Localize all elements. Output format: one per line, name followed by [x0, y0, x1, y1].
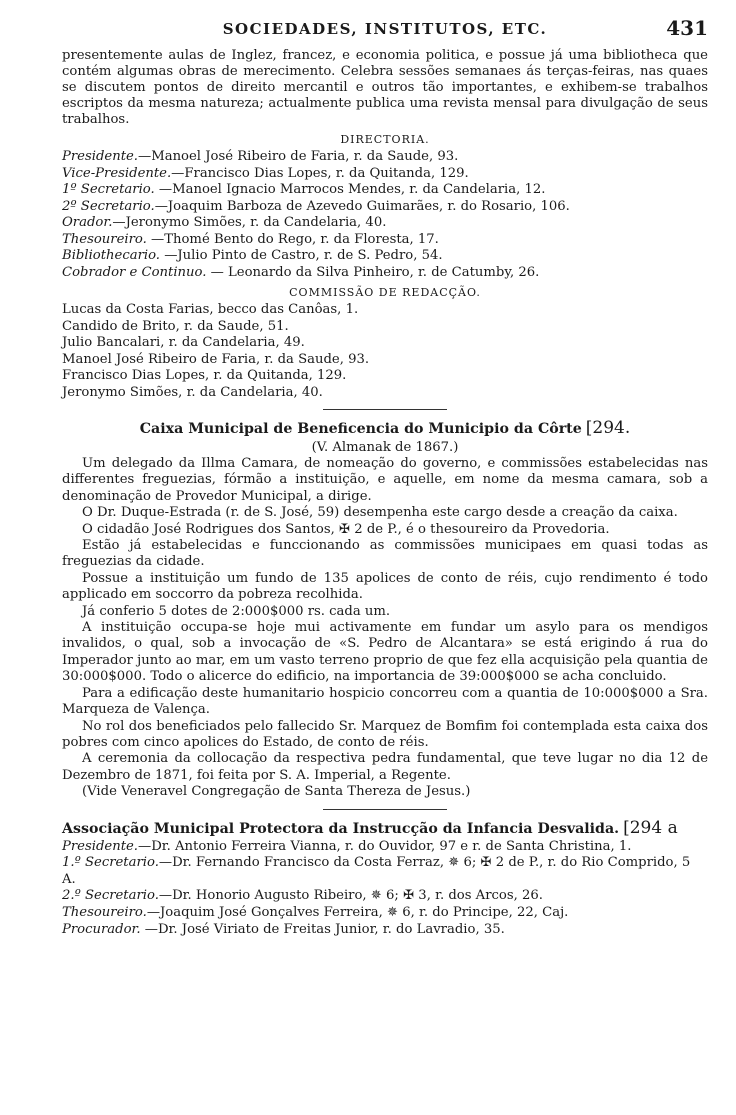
- role-label: 1º Secretario.: [62, 182, 155, 197]
- member-text: —Francisco Dias Lopes, r. da Quitanda, 129.: [171, 165, 469, 181]
- list-item: [62, 265, 708, 282]
- member-text: —Joaquim Barboza de Azevedo Guimarães, r. do Rosario, 106.: [154, 198, 570, 214]
- paragraph: No rol dos beneficiados pelo fallecido Sr. Marquez de Bomfim foi contemplada esta caixa dos pobres com cinco apolices do Estado, de conto de réis.: [62, 718, 708, 750]
- paragraph: O Dr. Duque-Estrada (r. de S. José, 59) desempenha este cargo desde a creação da caixa.: [82, 505, 678, 521]
- paragraph: Possue a instituição um fundo de 135 apolices de conto de réis, cujo rendimento é todo applicado em soccorro da pobreza recolhida.: [62, 570, 708, 603]
- role-label: 2.º Secretario.: [62, 888, 159, 904]
- member-text: —Jeronymo Simões, r. da Candelaria, 40.: [112, 215, 387, 230]
- member-text: —Julio Pinto de Castro, r. de S. Pedro, 54.: [160, 248, 443, 263]
- directoria-list: [62, 149, 708, 281]
- caixa-body: [62, 456, 708, 801]
- list-item: [62, 149, 708, 166]
- page-number: 431: [666, 16, 708, 40]
- commissao-list: [62, 302, 708, 401]
- paragraph: Já conferio 5 dotes de 2:000$000 rs. cada um.: [82, 603, 391, 619]
- list-item: [62, 182, 708, 199]
- member-text: —Joaquim José Gonçalves Ferreira, ✵ 6, r. do Principe, 22, Caj.: [146, 904, 569, 920]
- associacao-list: [62, 839, 708, 939]
- list-item: [62, 855, 708, 888]
- role-label: Presidente.: [62, 149, 139, 164]
- list-item: Candido de Brito, r. da Saude, 51.: [62, 318, 289, 334]
- list-item: Manoel José Ribeiro de Faria, r. da Saude, 93.: [62, 351, 370, 367]
- associacao-reference: [294 a: [623, 817, 678, 838]
- member-text: — Leonardo da Silva Pinheiro, r. de Catumby, 26.: [206, 264, 540, 280]
- list-item: Lucas da Costa Farias, becco das Canôas, 1.: [62, 302, 359, 317]
- list-item: [62, 199, 708, 216]
- caixa-sub-reference: (V. Almanak de 1867.): [311, 440, 459, 455]
- list-item: [62, 922, 708, 939]
- role-label: Thesoureiro.: [62, 904, 147, 920]
- paragraph: Estão já estabelecidas e funccionando as commissões municipaes em quasi todas as freguezias da cidade.: [62, 538, 708, 570]
- member-text: —Thomé Bento do Rego, r. da Floresta, 17.: [146, 231, 439, 247]
- section-divider: [323, 809, 447, 810]
- caixa-reference: [294.: [585, 418, 631, 438]
- caixa-heading: [62, 418, 708, 439]
- member-text: —Dr. Honorio Augusto Ribeiro, ✵ 6; ✠ 3, r. dos Arcos, 26.: [158, 888, 543, 904]
- list-item: [62, 905, 708, 922]
- role-label: Orador.: [62, 215, 113, 230]
- list-item: Jeronymo Simões, r. da Candelaria, 40.: [62, 384, 323, 400]
- vide-note: (Vide Veneravel Congregação de Santa Thereza de Jesus.): [82, 784, 471, 800]
- role-label: Bibliothecario.: [62, 248, 160, 263]
- list-item: [62, 888, 708, 905]
- member-text: —Manoel José Ribeiro de Faria, r. da Saude, 93.: [138, 149, 459, 164]
- commissao-title: COMMISSÃO DE REDACÇÃO.: [289, 286, 481, 299]
- list-item: Francisco Dias Lopes, r. da Quitanda, 129.: [62, 368, 347, 383]
- member-text: —Dr. José Viriato de Freitas Junior, r. do Lavradio, 35.: [140, 921, 505, 937]
- role-label: Vice-Presidente.: [62, 165, 172, 181]
- member-text: —Dr. Fernando Francisco da Costa Ferraz, ✵ 6; ✠ 2 de P., r. do Rio Comprido, 5 A.: [62, 855, 691, 887]
- directoria-title: DIRECTORIA.: [340, 133, 430, 146]
- role-label: 1.º Secretario.: [62, 855, 159, 871]
- member-text: —Manoel Ignacio Marrocos Mendes, r. da Candelaria, 12.: [154, 182, 546, 197]
- associacao-heading-text: Associação Municipal Protectora da Instrucção da Infancia Desvalida.: [62, 820, 620, 837]
- role-label: Thesoureiro.: [62, 231, 147, 247]
- page-header: [62, 14, 708, 48]
- member-text: —Dr. Antonio Ferreira Vianna, r. do Ouvidor, 97 e r. de Santa Christina, 1.: [138, 838, 632, 854]
- caixa-heading-text: Caixa Municipal de Beneficencia do Municipio da Côrte: [139, 421, 582, 437]
- associacao-heading: [62, 818, 708, 839]
- section-divider: [323, 409, 447, 410]
- paragraph: A ceremonia da collocação da respectiva pedra fundamental, que teve lugar no dia 12 de Dezembro de 1871, foi feita por S. A. Imperial, a Regente.: [62, 751, 708, 783]
- paragraph: A instituição occupa-se hoje mui activamente em fundar um asylo para os mendigos invalidos, o qual, sob a invocação de «S. Pedro de Alcantara» se está erigindo á rua do Imperador junto ao mar, em um vasto terreno proprio de que fez ella acquisição pela quantia de 30:000$000. Todo o alicerce do edificio, na importancia de 39:000$000 se acha concluido.: [62, 620, 708, 685]
- role-label: Cobrador e Continuo.: [62, 264, 207, 280]
- list-item: [62, 839, 708, 856]
- role-label: Presidente.: [62, 838, 139, 854]
- list-item: [62, 166, 708, 183]
- list-item: [62, 248, 708, 265]
- running-head: SOCIEDADES, INSTITUTOS, ETC.: [222, 20, 548, 38]
- paragraph: O cidadão José Rodrigues dos Santos, ✠ 2 de P., é o thesoureiro da Provedoria.: [82, 521, 610, 537]
- paragraph: Para a edificação deste humanitario hospicio concorreu com a quantia de 10:000$000 a Sra. Marqueza de Valença.: [62, 685, 708, 718]
- role-label: 2º Secretario.: [62, 198, 155, 214]
- role-label: Procurador.: [62, 921, 141, 937]
- list-item: Julio Bancalari, r. da Candelaria, 49.: [62, 335, 305, 350]
- page: [62, 14, 708, 938]
- list-item: [62, 215, 708, 232]
- list-item: [62, 232, 708, 249]
- paragraph: Um delegado da Illma Camara, de nomeação do governo, e commissões estabelecidas nas differentes freguezias, fórmão a instituição, e aquelle, em nome da mesma camara, sob a denominação de Provedor Municipal, a dirige.: [62, 456, 708, 504]
- intro-paragraph: presentemente aulas de Inglez, francez, e economia politica, e possue já uma bibliotheca que contém algumas obras de merecimento. Celebra sessões semanaes ás terças-feiras, nas quaes se discutem pontos de direito mercantil e outros tão importantes, e exhibem-se trabalhos escriptos da mesma natureza; actualmente publica uma revista mensal para divulgação de seus trabalhos.: [62, 48, 708, 127]
